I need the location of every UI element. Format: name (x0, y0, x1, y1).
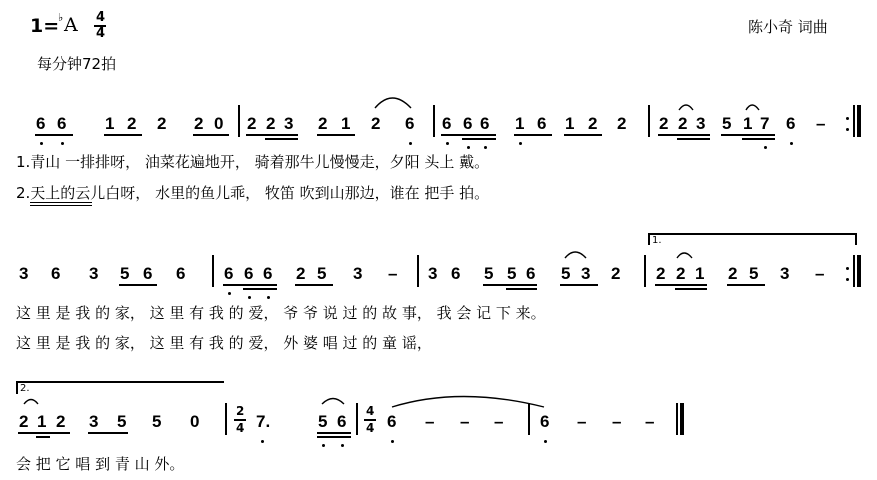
note: 1 (515, 114, 525, 133)
note: 2 (247, 114, 257, 133)
note: 6 (224, 264, 234, 283)
note: 7. (256, 412, 271, 431)
note: 5 (152, 412, 162, 431)
note: 3 (19, 264, 29, 283)
slur (375, 98, 411, 108)
note: 1 (743, 114, 753, 133)
slur (679, 105, 693, 110)
note: 2 (194, 114, 204, 133)
note: 3 (89, 412, 99, 431)
slur (746, 105, 759, 110)
note: 5 (117, 412, 127, 431)
note: 1 (105, 114, 115, 133)
note: 1 (37, 412, 47, 431)
note: 3 (353, 264, 363, 283)
note: 3 (696, 114, 706, 133)
note: 6 (244, 264, 254, 283)
note: 5 (507, 264, 517, 283)
note: – (425, 412, 435, 431)
note: 6 (337, 412, 347, 431)
note: 6 (143, 264, 153, 283)
note: – (388, 264, 398, 283)
lyric-verse-1: 会 把 它 唱 到 青 山 外。 (16, 455, 185, 473)
note: 6 (442, 114, 452, 133)
note: 2 (266, 114, 276, 133)
note: 5 (120, 264, 130, 283)
note: 5 (561, 264, 571, 283)
note: 0 (190, 412, 200, 431)
volta-1: 1. (652, 235, 662, 246)
note: 6 (537, 114, 547, 133)
note: 3 (284, 114, 294, 133)
note: – (815, 264, 825, 283)
note: 6 (451, 264, 461, 283)
note: 3 (581, 264, 591, 283)
note: – (645, 412, 655, 431)
key-letter: A (64, 14, 78, 36)
time-den: 4 (236, 421, 245, 435)
note: 2 (371, 114, 381, 133)
note: 6 (176, 264, 186, 283)
note: 6 (57, 114, 67, 133)
tempo-marking: 每分钟72拍 (37, 55, 117, 73)
slur (24, 400, 38, 405)
note: 6 (540, 412, 550, 431)
slur (322, 399, 344, 405)
tie (392, 397, 544, 408)
note: 5 (318, 412, 328, 431)
note: 1 (341, 114, 351, 133)
note: 7 (760, 114, 770, 133)
lyric-verse-2: 这 里 是 我 的 家， 这 里 有 我 的 爱， 外 婆 唱 过 的 童 谣， (16, 334, 432, 352)
note: 3 (89, 264, 99, 283)
note: 6 (51, 264, 61, 283)
key-prefix: 1= (30, 15, 60, 37)
note: 2 (678, 114, 688, 133)
note: 6 (480, 114, 490, 133)
note: 5 (749, 264, 759, 283)
note: 2 (56, 412, 66, 431)
note: 5 (484, 264, 494, 283)
note: 6 (526, 264, 536, 283)
note: 5 (722, 114, 732, 133)
note: 6 (263, 264, 273, 283)
note: 2 (676, 264, 686, 283)
note: 3 (428, 264, 438, 283)
time-den: 4 (366, 421, 375, 435)
note: – (612, 412, 622, 431)
note: 2 (588, 114, 598, 133)
note: 6 (36, 114, 46, 133)
time-num: 4 (96, 10, 106, 25)
volta-2: 2. (20, 383, 30, 394)
note: 6 (463, 114, 473, 133)
note: 5 (317, 264, 327, 283)
time-num: 4 (366, 404, 375, 418)
time-num: 2 (236, 404, 245, 418)
note: 2 (611, 264, 621, 283)
note: 2 (659, 114, 669, 133)
note: 2 (127, 114, 137, 133)
note: – (494, 412, 504, 431)
lyric-verse-1: 1.青山 一排排呀， 油菜花遍地开， 骑着那牛儿慢慢走，夕阳 头上 戴。 (16, 153, 490, 171)
note: 6 (405, 114, 415, 133)
note: 1 (565, 114, 575, 133)
lyric-verse-2: 2.天上的云儿白呀， 水里的鱼儿乖， 牧笛 吹到山那边，谁在 把手 拍。 (16, 184, 490, 202)
slur (565, 252, 586, 258)
note: – (460, 412, 470, 431)
note: 2 (19, 412, 29, 431)
note: 2 (617, 114, 627, 133)
note: 2 (157, 114, 167, 133)
key-flat: ♭ (58, 11, 64, 24)
note: – (816, 114, 826, 133)
note: 1 (695, 264, 705, 283)
note: 2 (656, 264, 666, 283)
time-den: 4 (96, 26, 106, 41)
note: 3 (780, 264, 790, 283)
note: 2 (318, 114, 328, 133)
note: – (577, 412, 587, 431)
note: 6 (786, 114, 796, 133)
lyric-verse-1: 这 里 是 我 的 家， 这 里 有 我 的 爱， 爷 爷 说 过 的 故 事， 我 会 记 下 来。 (16, 304, 546, 322)
note: 2 (728, 264, 738, 283)
note: 2 (296, 264, 306, 283)
note: 6 (387, 412, 397, 431)
slur (677, 253, 692, 258)
credit: 陈小奇 词曲 (748, 18, 828, 36)
note: 0 (214, 114, 224, 133)
